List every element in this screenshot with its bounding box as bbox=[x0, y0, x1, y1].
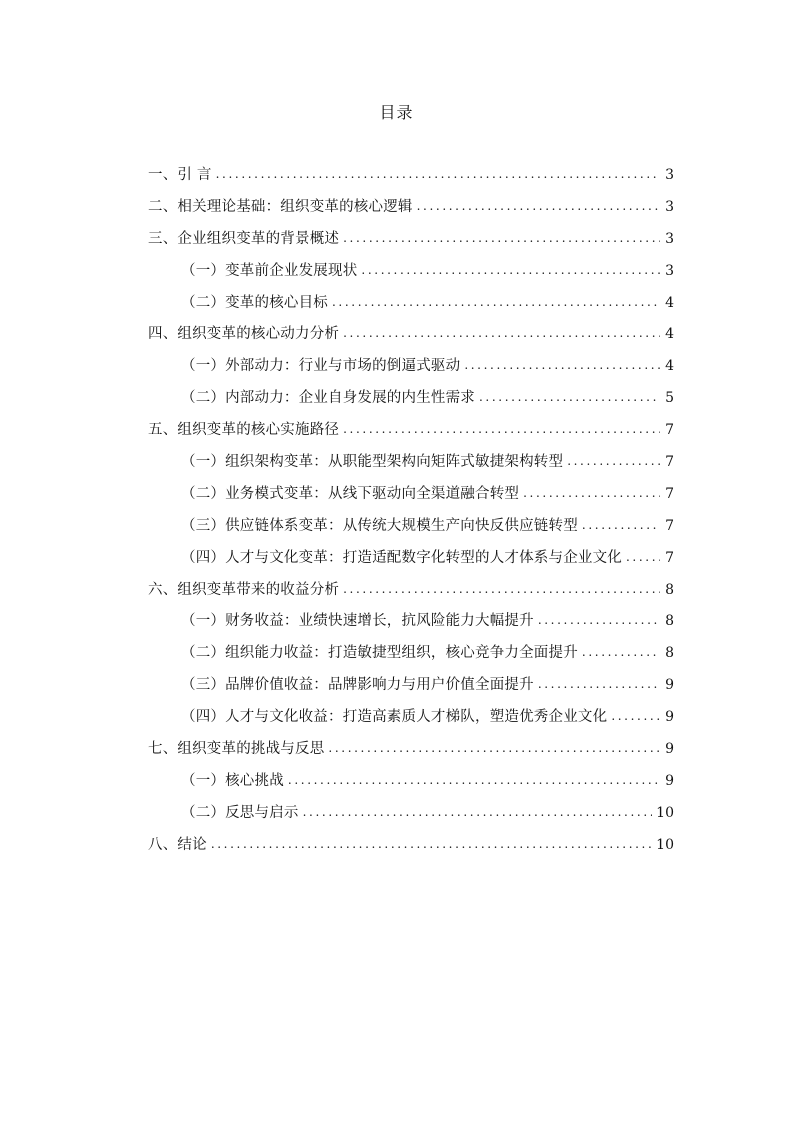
toc-entry-text: （一）核心挑战 bbox=[181, 772, 284, 789]
toc-dot-leader bbox=[582, 637, 660, 669]
toc-entry[interactable] bbox=[148, 479, 674, 511]
toc-entry-page-number: 7 bbox=[665, 485, 674, 502]
toc-entry-text: （四）人才与文化收益：打造高素质人才梯队，塑造优秀企业文化 bbox=[181, 709, 608, 726]
toc-dot-leader bbox=[343, 223, 660, 255]
toc-entry[interactable] bbox=[148, 702, 674, 734]
toc-entry-page-number: 3 bbox=[665, 262, 674, 279]
toc-entry-text: （二）反思与启示 bbox=[181, 804, 299, 821]
toc-entry-page-number: 7 bbox=[665, 422, 674, 439]
toc-entry[interactable] bbox=[148, 447, 674, 479]
toc-entry[interactable] bbox=[148, 543, 674, 575]
toc-dot-leader bbox=[479, 382, 660, 414]
toc-entry-page-number: 3 bbox=[665, 230, 674, 247]
toc-entry[interactable] bbox=[148, 766, 674, 798]
toc-entry[interactable] bbox=[148, 798, 674, 830]
toc-entry-page-number: 3 bbox=[665, 198, 674, 215]
toc-entry-text: 二、相关理论基础：组织变革的核心逻辑 bbox=[148, 198, 413, 215]
toc-entry-text: 三、企业组织变革的背景概述 bbox=[148, 230, 340, 247]
toc-entry-text: （一）财务收益：业绩快速增长，抗风险能力大幅提升 bbox=[181, 613, 534, 630]
toc-entry-page-number: 8 bbox=[665, 645, 674, 662]
toc-dot-leader bbox=[343, 318, 660, 350]
toc-entry-page-number: 4 bbox=[665, 358, 674, 375]
toc-entry-text: （一）组织架构变革：从职能型架构向矩阵式敏捷架构转型 bbox=[181, 454, 564, 471]
toc-dot-leader bbox=[538, 669, 660, 701]
toc-entry-page-number: 8 bbox=[665, 613, 674, 630]
table-of-contents bbox=[148, 160, 674, 862]
toc-entry[interactable] bbox=[148, 575, 674, 607]
toc-entry-page-number: 7 bbox=[665, 454, 674, 471]
toc-entry-page-number: 7 bbox=[665, 549, 674, 566]
toc-dot-leader bbox=[464, 350, 660, 382]
toc-dot-leader bbox=[303, 797, 653, 829]
toc-dot-leader bbox=[582, 510, 660, 542]
toc-entry[interactable] bbox=[148, 224, 674, 256]
toc-entry-page-number: 10 bbox=[656, 836, 674, 853]
toc-entry-text: 五、组织变革的核心实施路径 bbox=[148, 422, 340, 439]
toc-entry-text: （二）变革的核心目标 bbox=[181, 294, 328, 311]
toc-dot-leader bbox=[211, 829, 652, 861]
toc-entry-page-number: 9 bbox=[665, 741, 674, 758]
toc-entry[interactable] bbox=[148, 351, 674, 383]
toc-dot-leader bbox=[567, 446, 660, 478]
toc-dot-leader bbox=[343, 574, 660, 606]
toc-entry[interactable] bbox=[148, 383, 674, 415]
toc-entry[interactable] bbox=[148, 606, 674, 638]
toc-entry-text: （三）品牌价值收益：品牌影响力与用户价值全面提升 bbox=[181, 677, 534, 694]
toc-dot-leader bbox=[611, 701, 660, 733]
toc-entry[interactable] bbox=[148, 288, 674, 320]
toc-title: 目录 bbox=[379, 103, 414, 122]
toc-dot-leader bbox=[332, 287, 660, 319]
toc-entry-page-number: 9 bbox=[665, 709, 674, 726]
toc-entry-page-number: 10 bbox=[656, 804, 674, 821]
toc-entry[interactable] bbox=[148, 670, 674, 702]
toc-entry-text: （四）人才与文化变革：打造适配数字化转型的人才体系与企业文化 bbox=[181, 549, 622, 566]
toc-entry[interactable] bbox=[148, 192, 674, 224]
toc-entry-page-number: 9 bbox=[665, 677, 674, 694]
toc-entry[interactable] bbox=[148, 734, 674, 766]
toc-dot-leader bbox=[523, 478, 660, 510]
toc-entry-text: 七、组织变革的挑战与反思 bbox=[148, 741, 325, 758]
toc-entry-page-number: 9 bbox=[665, 772, 674, 789]
toc-entry-page-number: 8 bbox=[665, 581, 674, 598]
toc-dot-leader bbox=[216, 159, 660, 191]
toc-entry-page-number: 3 bbox=[665, 167, 674, 183]
toc-entry-page-number: 7 bbox=[665, 517, 674, 534]
toc-entry-text: （二）业务模式变革：从线下驱动向全渠道融合转型 bbox=[181, 485, 520, 502]
toc-entry-page-number: 4 bbox=[665, 326, 674, 343]
toc-entry-text: （二）内部动力：企业自身发展的内生性需求 bbox=[181, 390, 475, 407]
toc-entry[interactable] bbox=[148, 830, 674, 862]
toc-dot-leader bbox=[328, 733, 660, 765]
toc-entry[interactable] bbox=[148, 415, 674, 447]
toc-entry-page-number: 5 bbox=[665, 390, 674, 407]
toc-entry-text: （三）供应链体系变革：从传统大规模生产向快反供应链转型 bbox=[181, 517, 578, 534]
toc-entry[interactable] bbox=[148, 256, 674, 288]
toc-dot-leader bbox=[626, 542, 660, 574]
toc-dot-leader bbox=[343, 414, 660, 446]
toc-dot-leader bbox=[417, 191, 660, 223]
toc-entry-text: （二）组织能力收益：打造敏捷型组织，核心竞争力全面提升 bbox=[181, 645, 578, 662]
toc-dot-leader bbox=[361, 255, 660, 287]
toc-entry[interactable] bbox=[148, 160, 674, 192]
toc-entry-page-number: 4 bbox=[665, 294, 674, 311]
toc-entry[interactable] bbox=[148, 638, 674, 670]
toc-entry-text: （一）外部动力：行业与市场的倒逼式驱动 bbox=[181, 358, 461, 375]
toc-entry-text: （一）变革前企业发展现状 bbox=[181, 262, 358, 279]
toc-entry[interactable] bbox=[148, 511, 674, 543]
toc-entry[interactable] bbox=[148, 319, 674, 351]
toc-dot-leader bbox=[288, 765, 660, 797]
toc-entry-text: 六、组织变革带来的收益分析 bbox=[148, 581, 340, 598]
toc-entry-text: 四、组织变革的核心动力分析 bbox=[148, 326, 340, 343]
toc-dot-leader bbox=[538, 605, 660, 637]
toc-entry-text: 八、结论 bbox=[148, 836, 207, 853]
toc-entry-text: 一、引 言 bbox=[148, 167, 212, 183]
